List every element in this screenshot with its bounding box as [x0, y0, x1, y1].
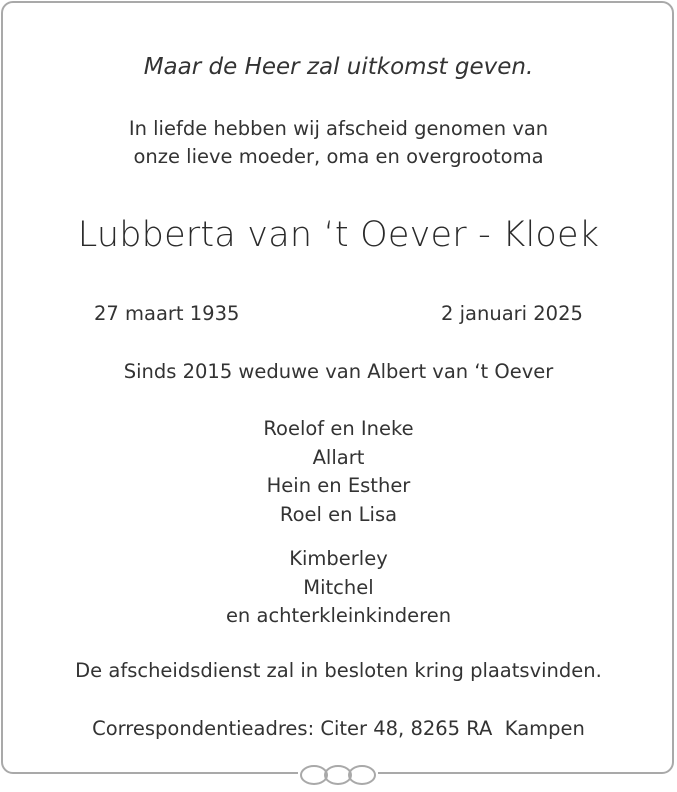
- birth-date: 27 maart 1935: [94, 302, 240, 325]
- intro-text: [0, 115, 677, 171]
- list-item: en achterkleinkinderen: [225, 604, 452, 628]
- death-date: 2 januari 2025: [441, 302, 583, 325]
- list-item: Roelof en Ineke: [263, 417, 414, 440]
- intro-line-2: onze lieve moeder, oma en overgrootoma: [133, 145, 544, 168]
- list-item: Kimberley: [289, 547, 388, 570]
- motto-text: Maar de Heer zal uitkomst geven.: [143, 54, 534, 80]
- triple-loop-ornament-icon: [298, 762, 378, 788]
- list-item: Hein en Esther: [266, 474, 411, 498]
- service-line: De afscheidsdienst zal in besloten kring plaatsvinden.: [75, 659, 602, 682]
- widow-line: Sinds 2015 weduwe van Albert van ‘t Oever: [123, 360, 554, 383]
- intro-line-1: In liefde hebben wij afscheid genomen van: [128, 117, 549, 140]
- list-item: Mitchel: [303, 575, 374, 599]
- list-item: Roel en Lisa: [279, 503, 398, 527]
- list-item: Allart: [312, 445, 365, 469]
- grandchildren-list: [0, 545, 677, 631]
- deceased-name: Lubberta van ‘t Oever - Kloek: [77, 215, 600, 255]
- children-list: [0, 415, 677, 530]
- address-line: Correspondentieadres: Citer 48, 8265 RA Kampen: [92, 717, 585, 740]
